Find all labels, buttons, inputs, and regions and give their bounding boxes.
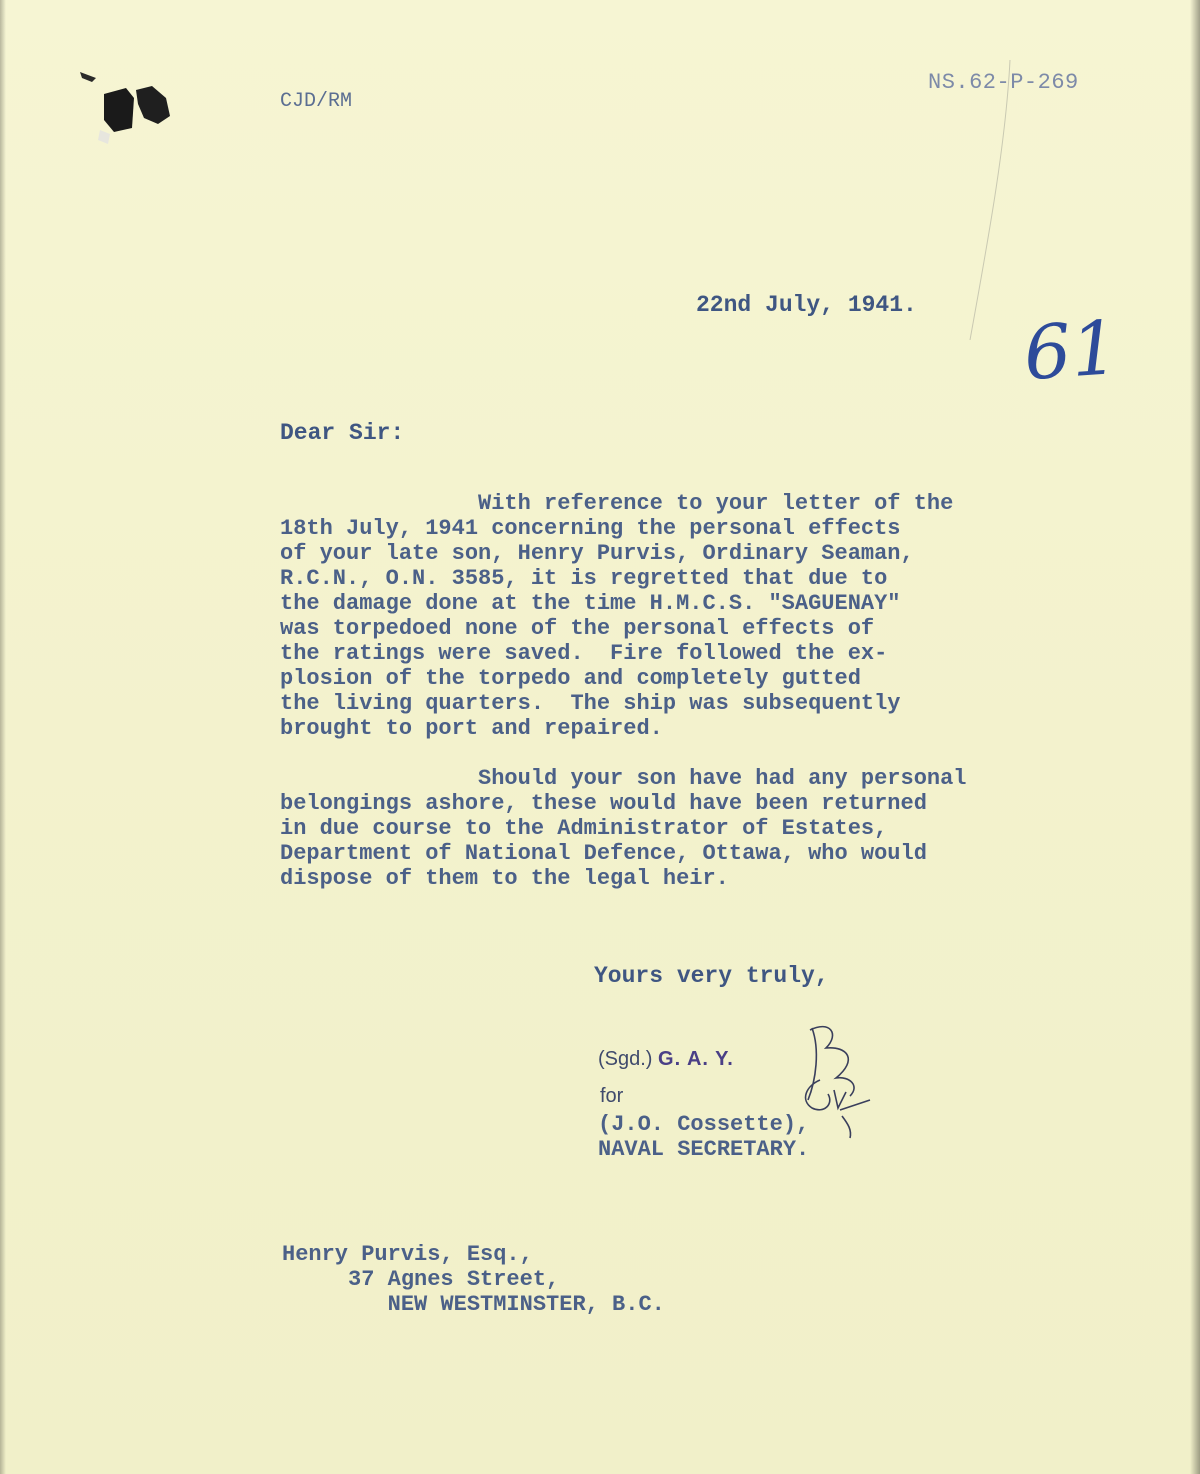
- signed-prefix: (Sgd.): [598, 1048, 653, 1070]
- signatory-block: [598, 1112, 809, 1162]
- recipient-name: Henry Purvis, Esq.,: [282, 1242, 533, 1267]
- recipient-street: 37 Agnes Street,: [282, 1267, 560, 1292]
- reference-initials: CJD/RM: [280, 90, 353, 113]
- signatory-title: NAVAL SECRETARY.: [598, 1137, 810, 1162]
- salutation: Dear Sir:: [280, 420, 405, 446]
- handwritten-folio-number: 61: [1021, 304, 1122, 398]
- signature-stamp: [598, 1048, 734, 1071]
- closing: Yours very truly,: [594, 963, 829, 989]
- file-reference-number: NS.62-P-269: [928, 70, 1079, 95]
- body-paragraph-1: With reference to your letter of the 18th July, 1941 concerning the personal effects of your late son, Henry Purvis, Ordinary Seaman, R.C.N., O.N. 3585, it is regretted that due to the damage done at the time H.M.C.S. "SAGUENAY" was torpedoed none of the personal effects of the ratings were saved. Fire followed the ex- plosion of the torpedo and completely gutted the living quarters. The ship was subsequently brought to port and repaired.: [280, 491, 954, 741]
- recipient-address: [282, 1242, 665, 1317]
- body-paragraph-2: Should your son have had any personal belongings ashore, these would have been returned in due course to the Administrator of Estates, Department of National Defence, Ottawa, who would dispose of them to the legal heir.: [280, 766, 967, 891]
- handwritten-initials-scribble: [790, 1020, 880, 1140]
- signatory-name: (J.O. Cossette),: [598, 1112, 810, 1137]
- for-text: for: [600, 1085, 624, 1107]
- recipient-city: NEW WESTMINSTER, B.C.: [282, 1292, 665, 1317]
- signed-initials: G. A. Y.: [658, 1048, 734, 1070]
- letter-date: 22nd July, 1941.: [696, 292, 917, 318]
- punched-hole-damage: [74, 68, 184, 158]
- page-edge-shadow-right: [1190, 0, 1200, 1474]
- paper-fold-line: [950, 60, 1020, 340]
- page-edge-shadow-left: [0, 0, 6, 1474]
